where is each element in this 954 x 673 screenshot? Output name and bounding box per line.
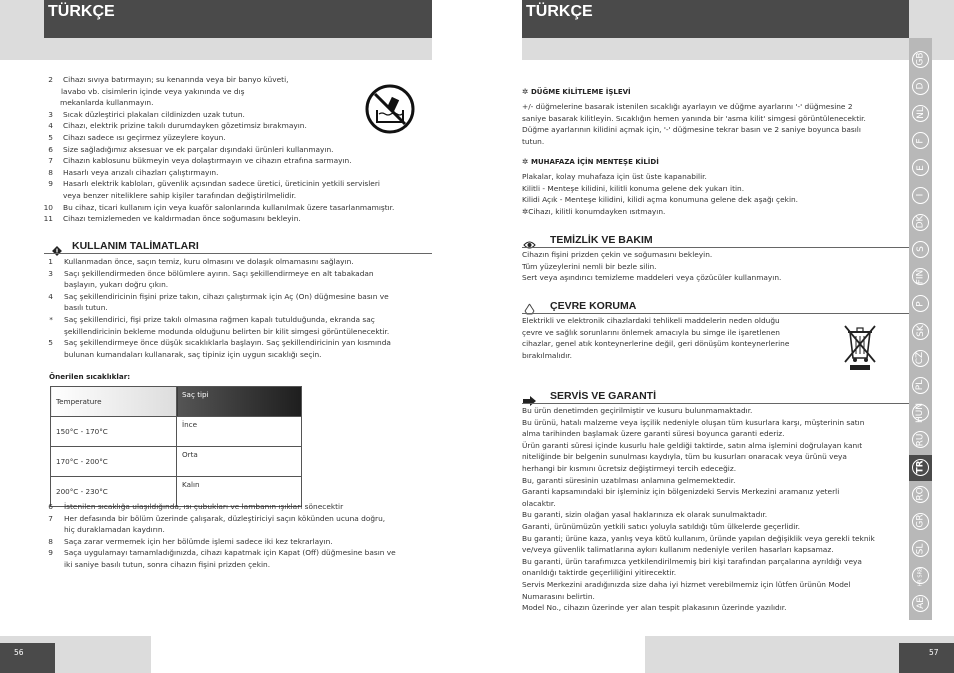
list-item: 1 Kullanmadan önce, saçın temiz, kuru olmasını ve dolaşık olmamasını sağlayın. (48, 257, 354, 266)
list-item: 8 Saça zarar vermemek için her bölümde işlemi sadece iki kez tekrarlayın. (48, 536, 333, 546)
language-tab-pl[interactable]: PL (915, 380, 926, 391)
language-tab-p[interactable]: P (915, 301, 926, 307)
divider (522, 403, 909, 404)
list-item: * Saç şekillendirici, fişi prize takılı olmasına rağmen kapalı tutulduğunda, ekranda saç şekillendiricinin bekleme modunda olduğunu belirten bir kilit simgesi görüntülenecektir. (49, 314, 390, 336)
list-item: 2 Cihazı sıvıya batırmayın; su kenarında veya bir banyo küveti, lavabo vb. cisimlerin içinde veya yakınında ve dış mekanlarda kullanmayın. (48, 75, 289, 108)
usage-list (44, 256, 444, 360)
language-tab-ae[interactable]: AE (915, 597, 926, 609)
list-item: 7 Cihazın kablosunu bükmeyin veya dolaştırmayın ve cihazın etrafına sarmayın. (48, 156, 352, 166)
language-tab-e[interactable]: E (915, 164, 926, 171)
gear-icon: ✲ (522, 206, 529, 216)
language-tab-dk[interactable]: DK (915, 215, 926, 229)
right-page-number: 57 (929, 648, 939, 657)
warranty-text: Bu ürün denetimden geçirilmiştir ve kusuru bulunmamaktadır. Bu ürünü, hatalı malzeme veya işçilik nedeniyle oluşan tüm kusurlara karşı, müşterinin satın alma tarihinden başlamak üzere garanti süresi boyunca garanti ederiz. Ürün garanti süresi içinde kusurlu hale geldiği taktirde, satın alma işlemini doğrulayan kanıt niteliğinde bir belgenin sunulması kaydıyla, tüm bu kusurları onaracak veya ürünü veya herhangi bir kısmını ücretsiz değiştirmeyi tercih edeceğiz. Bu, garanti süresinin uzatılması anlamına gelmemektedir. Garanti kapsamındaki bir işleminiz için bölgenizdeki Servis Merkezini aramanız yeterli olacaktır. Bu garanti, sizin olağan yasal haklarınıza ek olarak sunulmaktadır. Garanti, ürünümüzün yetkili satıcı yoluyla satıldığı tüm ülkelerde geçerlidir. Bu garanti; ürüne kaza, yanlış veya kötü kullanım, üründe yapılan değişiklik veya gerekli teknik ve/veya güvenlik talimatlarına aykırı kullanım nedeniyle verilen hasarları kapsamaz. Bu garanti, ürün tarafımızca yetkilendirilmemiş biri kişi tarafından parçalarına ayrıldığı veya onarıldığı taktirde geçerliliğini yitirecektir. Servis Merkezini aradığınızda size daha iyi hizmet verebilmemiz için lütfen ürünün Model Numarasını belirtin. Model No., cihazın üzerinde yer alan tespit plakasının üzerinde yazılıdır. (522, 406, 875, 613)
environment-text: Elektrikli ve elektronik cihazlardaki tehlikeli maddelerin neden olduğu çevre ve sağlık sorunlarını önlemek amacıyla bu simge ile işaretlenen cihazlar, genel atık konteynerlerine değil, geri dönüşüm konteynerlerine bırakılmalıdır. (522, 316, 790, 360)
table-row: 150°C - 170°C İnce (51, 417, 302, 447)
language-tab-cz[interactable]: CZ (915, 351, 926, 365)
weee-crossed-bin-icon (842, 322, 878, 370)
right-page-number-box (899, 643, 954, 673)
language-tab-ro[interactable]: RO (915, 487, 926, 501)
hinge-lock-text: Plakalar, kolay muhafaza için üst üste kapanabilir. Kilitli - Menteşe kilidini, kilitli konuma gelene dek yukarı itin. Kilidi Açık - Menteşe kilidini, kilidi açma konumuna gelene dek aşağı çekin. ✲Cihazı, kilitli konumdayken ısıtmayın. (522, 172, 799, 216)
warning-icon (52, 241, 62, 251)
language-tab-nl[interactable]: NL (915, 107, 926, 120)
left-page-header: TÜRKÇE (44, 0, 432, 38)
language-tab-f[interactable]: F (915, 138, 926, 144)
list-item: 9 Saça uygulamayı tamamladığınızda, cihazı kapatmak için Kapat (Off) düğmesine basın ve iki saniye basılı tutun, sonra cihazın fişini prizden çekin. (48, 548, 396, 569)
cleaning-text: Cihazın fişini prizden çekin ve soğumasını bekleyin. Tüm yüzeylerini nemli bir bezle silin. Sert veya aşındırıcı temizleme maddeleri veya çözücüler kullanmayın. (522, 250, 782, 283)
language-tab-i[interactable]: I (915, 193, 926, 197)
safety-list (44, 74, 444, 225)
list-item: 11 Cihazı temizlemeden ve kaldırmadan önce soğumasını bekleyin. (43, 214, 301, 224)
list-item: 6 İstenilen sıcaklığa ulaşıldığında, ısı çubukları ve lambanın ışıkları sönecektir (48, 502, 344, 511)
arrow-right-icon (523, 391, 536, 401)
list-item: 7 Her defasında bir bölüm üzerinde çalışarak, düzleştiriciyi saçın kökünden ucuna doğru, hiç duraklamadan kaydırın. (48, 513, 386, 535)
table-header-hair-type: Saç tipi (177, 387, 302, 417)
divider (522, 313, 909, 314)
hinge-lock-title: MUHAFAZA İÇİN MENTEŞE KİLİDİ (531, 158, 659, 166)
gear-icon: ✲ (522, 87, 529, 96)
environment-section-title: ÇEVRE KORUMA (550, 300, 637, 312)
list-item: 9 Hasarlı elektrik kabloları, güvenlik açısından sadece üretici, üreticinin yetkili servisleri veya benzer niteliklere sahip kişiler tarafından değiştirilmelidir. (48, 179, 380, 200)
divider (44, 253, 432, 254)
language-tab-ru[interactable]: RU (915, 433, 926, 447)
language-tab-hr-srb[interactable]: HR SRB (917, 567, 924, 587)
recommended-temps-label: Önerilen sıcaklıklar: (49, 372, 131, 381)
warranty-section-title: SERVİS VE GARANTİ (550, 390, 656, 402)
list-item: 5 Saç şekillendirmeye önce düşük sıcaklıklarla başlayın. Saç şekillendiricinin yan kısmında bulunan kumandaları kullanarak, saç tipiniz için uygun sıcaklığı seçin. (48, 338, 391, 359)
eye-icon (523, 235, 536, 245)
language-tab-sl[interactable]: SL (915, 543, 926, 554)
language-tab-sk[interactable]: SK (915, 325, 926, 337)
list-item: 3 Saçı şekillendirmeden önce bölümlere ayırın. Saçı şekillendirmeye en alt tabakadan başlayın, yukarı doğru çıkın. (48, 268, 374, 290)
list-item: 5 Cihazı sadece ısı geçirmez yüzeylere koyun. (48, 132, 226, 142)
language-tab-fin[interactable]: FIN (915, 269, 926, 284)
left-page-number-box (0, 643, 55, 673)
temperature-table (50, 386, 302, 507)
language-tab-hun[interactable]: HUN (915, 402, 926, 423)
list-item: 8 Hasarlı veya arızalı cihazları çalıştırmayın. (48, 167, 219, 177)
language-tab-tr[interactable]: TR (915, 460, 926, 474)
list-item: 4 Cihazı, elektrik prizine takılı durumdayken gözetimsiz bırakmayın. (48, 121, 307, 131)
language-tab-s[interactable]: S (915, 246, 926, 253)
cleaning-section-title: TEMİZLİK VE BAKIM (550, 234, 653, 246)
table-row: 200°C - 230°C Kalın (51, 477, 302, 507)
language-tab-gb[interactable]: GB (915, 52, 926, 66)
button-lock-title: DÜĞME KİLİTLEME İŞLEVİ (531, 88, 631, 96)
table-header-temperature: Temperature (51, 387, 177, 417)
list-item: 10 Bu cihaz, ticari kullanım için veya kuaför salonlarında kullanılmak üzere tasarlanmamıştır. (43, 202, 395, 212)
recycle-icon (523, 300, 536, 312)
language-tab-gr[interactable]: GR (915, 514, 926, 529)
usage-section-title: KULLANIM TALİMATLARI (72, 240, 199, 252)
left-page-number: 56 (14, 648, 24, 657)
list-item: 3 Sıcak düzleştirici plakaları cildinizden uzak tutun. (48, 109, 245, 119)
button-lock-text: +/- düğmelerine basarak istenilen sıcaklığı ayarlayın ve düğme ayarlarını '-' düğmesine 2 saniye basarak kilitleyin. Sıcaklığın hemen yanında bir 'asma kilit' simgesi görüntülenecektir. Düğme ayarlarının kilidini açmak için, '-' düğmesine tekrar basın ve 2 saniye boyunca basılı tutun. (522, 102, 866, 146)
after-list (44, 501, 444, 571)
table-row: 170°C - 200°C Orta (51, 447, 302, 477)
divider (522, 247, 909, 248)
list-item: 4 Saç şekillendiricinin fişini prize takın, cihazı çalıştırmak için Aç (On) düğmesine basın ve basılı tutun. (48, 291, 389, 313)
language-tab-d[interactable]: D (915, 82, 926, 90)
right-page-header: TÜRKÇE (522, 0, 909, 38)
gear-icon: ✲ (522, 157, 529, 166)
list-item: 6 Size sağladığımız aksesuar ve ek parçalar dışındaki ürünleri kullanmayın. (48, 144, 334, 154)
table-row (51, 387, 302, 417)
